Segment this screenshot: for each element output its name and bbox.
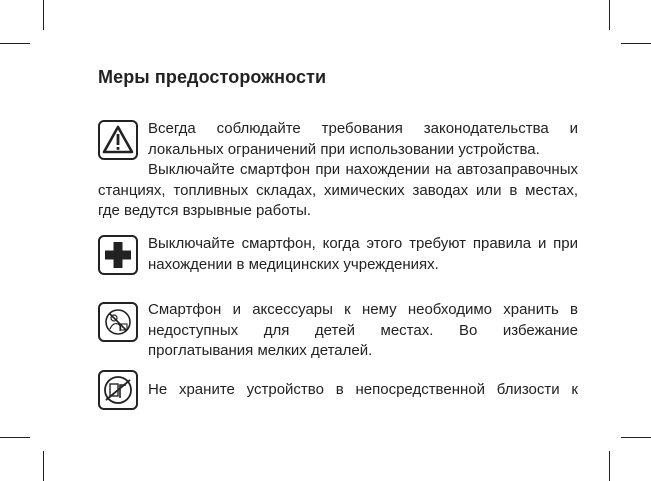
crop-mark [0, 437, 30, 438]
crop-mark [0, 43, 30, 44]
paragraph: Смартфон и аксессуары к нему необходимо хранить в недоступных для детей местах. Во избежание проглатывания мелких деталей. [148, 301, 578, 359]
warning-triangle-icon [98, 120, 138, 160]
crop-mark [621, 43, 651, 44]
crop-mark [621, 437, 651, 438]
crop-mark [43, 451, 44, 481]
keep-away-from-children-icon [98, 302, 138, 342]
medical-cross-icon [98, 235, 138, 275]
paragraph: Выключайте смартфон при нахождении на автозаправочных станциях, топливных складах, химических заводах или в местах, где ведутся взрывные работы. [98, 161, 578, 219]
paragraph: Всегда соблюдайте требования законодательства и локальных ограничений при использовании устройства. [148, 120, 578, 158]
crop-mark [609, 451, 610, 481]
no-storage-near-icon [98, 370, 138, 410]
paragraph: Не храните устройство в непосредственной близости к [148, 381, 578, 398]
crop-mark [43, 0, 44, 30]
paragraph: Выключайте смартфон, когда этого требуют правила и при нахождении в медицинских учреждениях. [148, 235, 578, 273]
page-title: Меры предосторожности [98, 67, 327, 87]
crop-mark [609, 0, 610, 30]
